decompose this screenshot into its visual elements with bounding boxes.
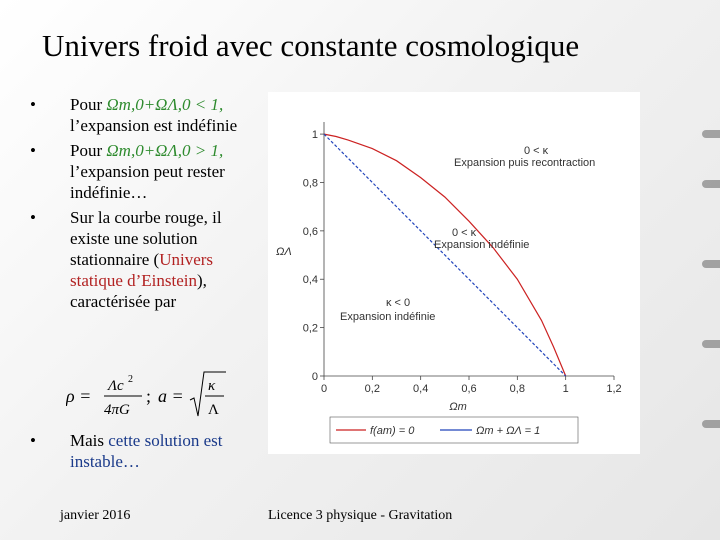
legend-label: f(am) = 0 xyxy=(370,425,415,437)
svg-text:;: ; xyxy=(146,386,152,406)
x-tick-label: 0,8 xyxy=(509,383,525,395)
bullet-text: ), caractérisée par xyxy=(70,271,207,311)
bullet-glyph: • xyxy=(30,141,36,160)
svg-text:a =: a = xyxy=(158,386,184,406)
y-tick-label: 0,4 xyxy=(302,274,318,287)
svg-text:Λc: Λc xyxy=(108,378,124,394)
bullet-text: l’expansion est indéfinie xyxy=(70,116,238,135)
x-axis-label: Ωm xyxy=(449,401,467,413)
x-tick-label: 0,4 xyxy=(413,383,429,395)
slide-title: Univers froid avec constante cosmologique xyxy=(42,28,580,63)
bullet-math: Ωm,0+ΩΛ,0 > 1, xyxy=(106,141,224,160)
series-line-flat-universe xyxy=(324,134,566,376)
bullet-math: Ωm,0+ΩΛ,0 < 1, xyxy=(106,95,224,114)
svg-text:κ: κ xyxy=(208,378,216,394)
x-tick-label: 0 xyxy=(320,383,328,395)
bullet-glyph: • xyxy=(30,208,36,227)
y-tick-label: 0,8 xyxy=(302,177,318,190)
y-tick-label: 0,2 xyxy=(302,322,318,335)
svg-text:2: 2 xyxy=(128,374,133,385)
formula-graphic xyxy=(66,364,226,424)
phase-diagram-svg xyxy=(268,92,640,454)
decorative-bar xyxy=(702,180,720,188)
x-tick-label: 1,2 xyxy=(606,383,622,395)
einstein-formula xyxy=(66,364,226,424)
y-axis-label: ΩΛ xyxy=(276,246,292,258)
bullet-text: l’expansion peut rester indéfinie… xyxy=(70,162,225,202)
phase-diagram xyxy=(268,92,640,454)
bullet-text: cette solution est instable… xyxy=(70,431,223,471)
y-tick-label: 0,6 xyxy=(302,225,318,238)
decorative-bar xyxy=(702,260,720,268)
annotation-condition: κ < 0 xyxy=(386,297,411,309)
bullet-item-instable xyxy=(30,430,260,476)
decorative-bar xyxy=(702,420,720,428)
x-tick-label: 1 xyxy=(562,383,569,395)
svg-text:Λ: Λ xyxy=(208,402,219,418)
bullet-item xyxy=(30,207,260,312)
annotation-text: Expansion puis recontraction xyxy=(454,157,596,169)
decorative-bar xyxy=(702,130,720,138)
annotation-text: Expansion indéfinie xyxy=(434,239,530,251)
annotation-condition: 0 < κ xyxy=(524,145,549,157)
bullet-text: Sur la courbe rouge, il existe une solution stationnaire ( xyxy=(70,208,222,269)
annotation-text: Expansion indéfinie xyxy=(340,311,436,323)
footer-course: Licence 3 physique - Gravitation xyxy=(268,508,453,523)
svg-text:ρ =: ρ = xyxy=(66,386,92,406)
svg-text:4πG: 4πG xyxy=(104,402,130,418)
bullet-item xyxy=(30,140,260,203)
decorative-bar xyxy=(702,340,720,348)
bullet-item xyxy=(30,94,260,136)
bullet-list xyxy=(30,94,260,316)
y-tick-label: 0 xyxy=(311,371,318,383)
legend-label: Ωm + ΩΛ = 1 xyxy=(476,425,541,437)
einstein-universe-text: Univers statique d’Einstein xyxy=(70,250,214,290)
bullet-prefix: Pour xyxy=(70,141,107,160)
bullet-glyph: • xyxy=(30,431,36,450)
bullet-text: Mais xyxy=(70,431,104,450)
x-tick-label: 0,6 xyxy=(461,383,477,395)
annotation-condition: 0 < κ xyxy=(452,227,477,239)
bullet-prefix: Pour xyxy=(70,95,107,114)
bullet-item xyxy=(30,430,260,472)
y-tick-label: 1 xyxy=(311,129,318,142)
x-tick-label: 0,2 xyxy=(364,383,380,395)
bullet-glyph: • xyxy=(30,95,36,114)
footer-date: janvier 2016 xyxy=(60,508,131,523)
